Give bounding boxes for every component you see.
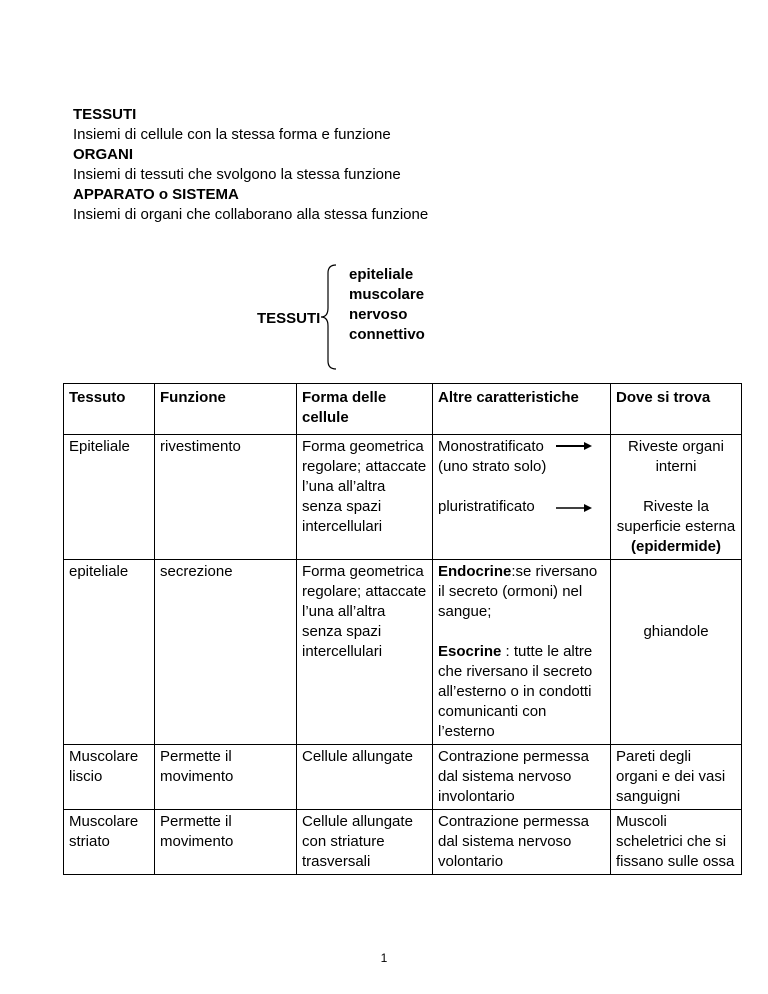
esocrine-text: : tutte le altre che riversano il secreto all’esterno o in condotti comunicanti con l’esterno — [438, 643, 593, 740]
dove-text: Riveste organi interni — [628, 438, 724, 475]
tissue-table — [63, 383, 742, 875]
brace-items — [349, 265, 425, 345]
table-header: Funzione — [155, 384, 297, 435]
cell-funzione: secrezione — [155, 560, 297, 745]
cell-funzione: Permette il movimento — [155, 810, 297, 875]
cell-dove — [611, 435, 742, 560]
cell-dove: Pareti degli organi e dei vasi sanguigni — [611, 745, 742, 810]
def-text-apparato: Insiemi di organi che collaborano alla stessa funzione — [73, 206, 429, 223]
cell-forma: Forma geometrica regolare; attaccate l’una all’altra senza spazi intercellulari — [297, 435, 433, 560]
table-header: Dove si trova — [611, 384, 742, 435]
table-header: Altre caratteristiche — [433, 384, 611, 435]
cell-tessuto: Muscolare striato — [64, 810, 155, 875]
cell-altre — [433, 560, 611, 745]
brace-item: epiteliale — [349, 266, 414, 283]
endocrine-label: Endocrine — [438, 563, 512, 580]
pluristrato-text: pluristratificato — [438, 498, 535, 515]
def-text-organi: Insiemi di tessuti che svolgono la stessa funzione — [73, 166, 401, 183]
def-text-tessuti: Insiemi di cellule con la stessa forma e funzione — [73, 126, 391, 143]
table-row — [64, 745, 742, 810]
arrow-right-icon — [556, 503, 592, 513]
brace-item: connettivo — [349, 326, 425, 343]
tissue-types-brace — [0, 262, 768, 372]
definitions-section — [73, 105, 673, 225]
cell-altre: Contrazione permessa dal sistema nervoso volontario — [433, 810, 611, 875]
def-title-organi: ORGANI — [73, 146, 133, 163]
dove-text: Riveste la superficie esterna — [616, 498, 736, 535]
cell-altre: Contrazione permessa dal sistema nervoso involontario — [433, 745, 611, 810]
cell-tessuto: Epiteliale — [64, 435, 155, 560]
def-title-tessuti: TESSUTI — [73, 106, 137, 123]
cell-funzione: Permette il movimento — [155, 745, 297, 810]
cell-funzione: rivestimento — [155, 435, 297, 560]
table-row — [64, 560, 742, 745]
monostrato-text: Monostratificato (uno strato solo) — [438, 438, 547, 475]
arrow-right-icon — [556, 441, 592, 451]
cell-forma: Forma geometrica regolare; attaccate l’una all’altra senza spazi intercellulari — [297, 560, 433, 745]
cell-dove: Muscoli scheletrici che si fissano sulle ossa — [611, 810, 742, 875]
dove-text: ghiandole — [643, 623, 709, 640]
table-header: Forma delle cellule — [297, 384, 433, 435]
cell-forma: Cellule allungate — [297, 745, 433, 810]
def-title-apparato: APPARATO o SISTEMA — [73, 186, 239, 203]
dove-text-bold: (epidermide) — [630, 538, 721, 555]
cell-tessuto: Muscolare liscio — [64, 745, 155, 810]
brace-label: TESSUTI — [257, 310, 321, 327]
cell-dove — [611, 560, 742, 745]
cell-forma: Cellule allungate con striature trasversali — [297, 810, 433, 875]
cell-altre — [433, 435, 611, 560]
table-header-row — [64, 384, 742, 435]
esocrine-label: Esocrine — [438, 643, 502, 660]
page-number: 1 — [380, 951, 388, 965]
endocrine-text: :se riversano il secreto (ormoni) nel sangue; — [438, 563, 598, 620]
table-header: Tessuto — [64, 384, 155, 435]
table-row — [64, 810, 742, 875]
table-row — [64, 435, 742, 560]
brace-item: muscolare — [349, 286, 425, 303]
curly-brace-icon — [318, 264, 340, 370]
brace-item: nervoso — [349, 306, 408, 323]
cell-tessuto: epiteliale — [64, 560, 155, 745]
